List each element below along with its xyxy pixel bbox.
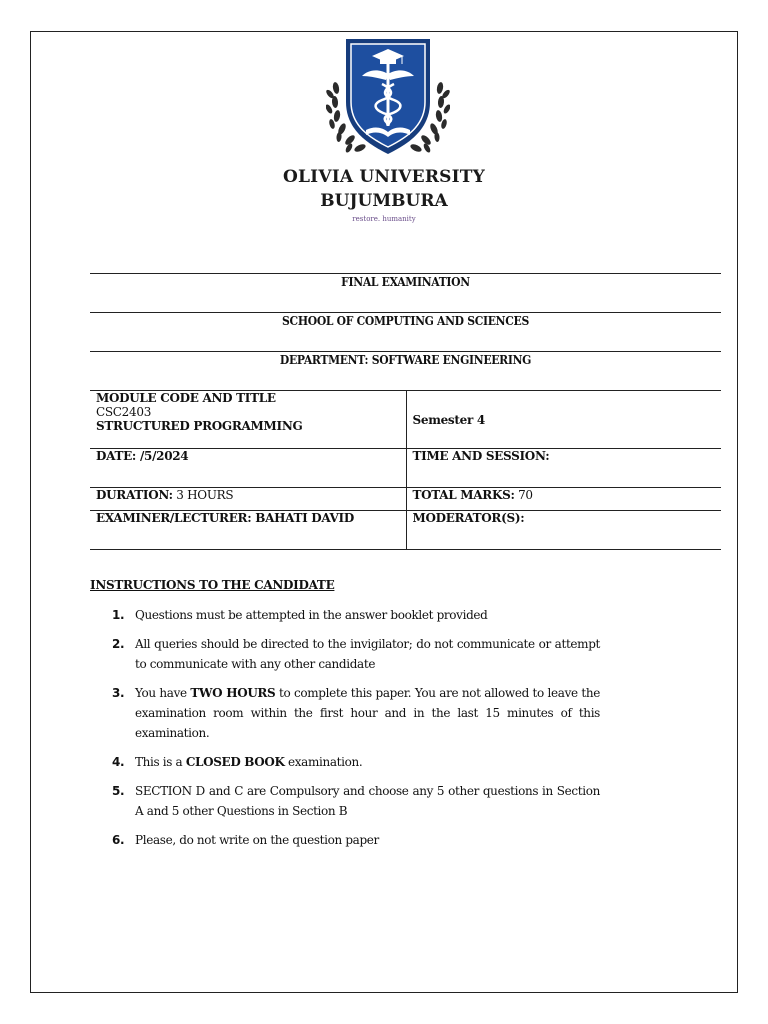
- total-marks-value: 70: [514, 488, 533, 502]
- table-row: [90, 511, 721, 550]
- list-item: [90, 683, 600, 743]
- item-text: All queries should be directed to the invigilator; do not communicate or attempt to communicate with any other candidate: [135, 637, 600, 671]
- module-label: MODULE CODE AND TITLE: [96, 391, 276, 405]
- item-text-bold: CLOSED BOOK: [185, 755, 285, 769]
- exam-type-heading: FINAL EXAMINATION: [341, 275, 470, 289]
- item-text: SECTION D and C are Compulsory and choose any 5 other questions in Section A and 5 other Questions in Section B: [135, 784, 600, 818]
- module-title: STRUCTURED PROGRAMMING: [96, 419, 303, 433]
- item-text-pre: You have: [135, 686, 191, 700]
- module-code: CSC2403: [96, 405, 152, 419]
- list-item: [90, 605, 600, 625]
- university-name: OLIVIA UNIVERSITY: [283, 167, 485, 187]
- examiner-cell: EXAMINER/LECTURER: BAHATI DAVID: [90, 511, 406, 550]
- moderator-cell: MODERATOR(S):: [406, 511, 721, 550]
- school-heading: SCHOOL OF COMPUTING AND SCIENCES: [282, 314, 529, 328]
- university-tagline: restore. humanity: [352, 215, 416, 223]
- list-item: [90, 830, 600, 850]
- date-cell: DATE: /5/2024: [90, 449, 406, 488]
- total-marks-label: TOTAL MARKS:: [412, 488, 515, 502]
- university-crest-icon: [326, 36, 450, 162]
- university-city: BUJUMBURA: [320, 191, 448, 211]
- item-text-post: examination.: [284, 755, 363, 769]
- total-marks-cell: [406, 488, 721, 511]
- semester-cell: Semester 4: [406, 391, 721, 449]
- module-cell: [90, 391, 406, 449]
- item-number: 5.: [112, 784, 125, 798]
- item-text-bold: TWO HOURS: [190, 686, 276, 700]
- item-text: Questions must be attempted in the answer booklet provided: [135, 608, 488, 622]
- instructions-title: INSTRUCTIONS TO THE CANDIDATE: [90, 578, 335, 592]
- department-heading: DEPARTMENT: SOFTWARE ENGINEERING: [279, 353, 532, 367]
- list-item: [90, 634, 600, 674]
- item-number: 1.: [112, 608, 125, 622]
- exam-info-table: [90, 390, 721, 550]
- duration-cell: [90, 488, 406, 511]
- table-row: [90, 488, 721, 511]
- table-row: [90, 391, 721, 449]
- item-text-post: to complete this paper. You are not allowed to leave the examination room within the first hour and in the last 15 minutes of this examination.: [135, 686, 600, 740]
- item-number: 4.: [112, 755, 125, 769]
- duration-value: 3 HOURS: [172, 488, 234, 502]
- item-text: Please, do not write on the question paper: [135, 833, 379, 847]
- time-session-cell: TIME AND SESSION:: [406, 449, 721, 488]
- duration-label: DURATION:: [96, 488, 173, 502]
- item-number: 3.: [112, 686, 125, 700]
- table-row: [90, 449, 721, 488]
- instructions-list: [90, 605, 600, 859]
- divider: [90, 273, 721, 274]
- item-text-pre: This is a: [135, 755, 186, 769]
- divider: [90, 312, 721, 313]
- item-number: 2.: [112, 637, 125, 651]
- divider: [90, 351, 721, 352]
- item-number: 6.: [112, 833, 125, 847]
- list-item: [90, 781, 600, 821]
- list-item: [90, 752, 600, 772]
